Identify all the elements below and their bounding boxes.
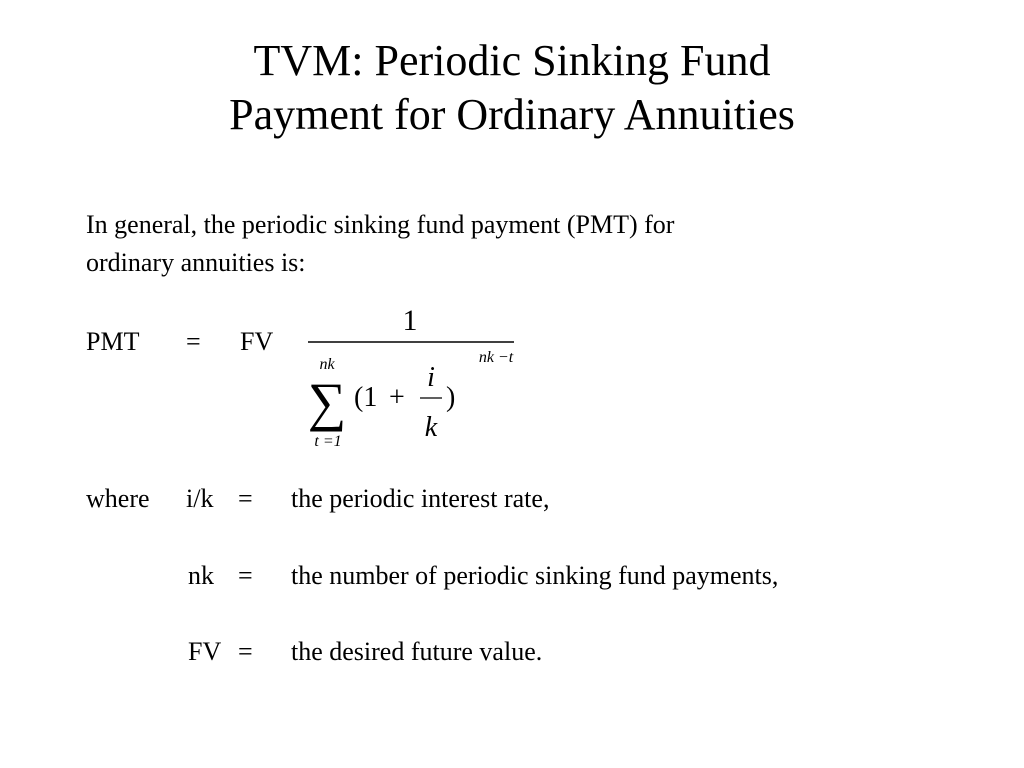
formula-lhs [86,323,274,361]
def-text-ik: the periodic interest rate, [291,484,550,513]
title-line-2: Payment for Ordinary Annuities [229,90,795,139]
def-equals-2: = [238,561,253,590]
plus-symbol: + [389,382,405,413]
intro-text [86,206,946,282]
def-symbol-nk: nk [188,561,214,590]
sum-upper-limit: nk [319,356,335,373]
summation-icon: ∑ [307,372,347,432]
intro-line-1: In general, the periodic sinking fund payment (PMT) for [86,210,675,239]
numerator: 1 [402,304,418,337]
def-text-fv: the desired future value. [291,637,543,666]
intro-line-2: ordinary annuities is: [86,248,306,277]
def-symbol-fv: FV [188,637,222,666]
sum-lower-limit: t =1 [314,433,342,450]
slide-title [0,34,1024,142]
exponent: nk −t [478,349,514,366]
fv-symbol: FV [240,327,274,356]
rate-denominator: k [424,412,438,443]
def-equals-1: = [238,484,253,513]
where-label: where [86,484,150,513]
open-paren-one: (1 [354,382,378,413]
def-symbol-ik: i/k [186,484,214,513]
rate-numerator: i [427,362,435,393]
def-text-nk: the number of periodic sinking fund payments, [291,561,779,590]
title-line-1: TVM: Periodic Sinking Fund [253,36,771,85]
sinking-fund-formula [300,296,530,456]
close-paren: ) [446,382,456,413]
pmt-symbol: PMT [86,327,140,356]
equals-symbol: = [186,327,201,356]
def-equals-3: = [238,637,253,666]
